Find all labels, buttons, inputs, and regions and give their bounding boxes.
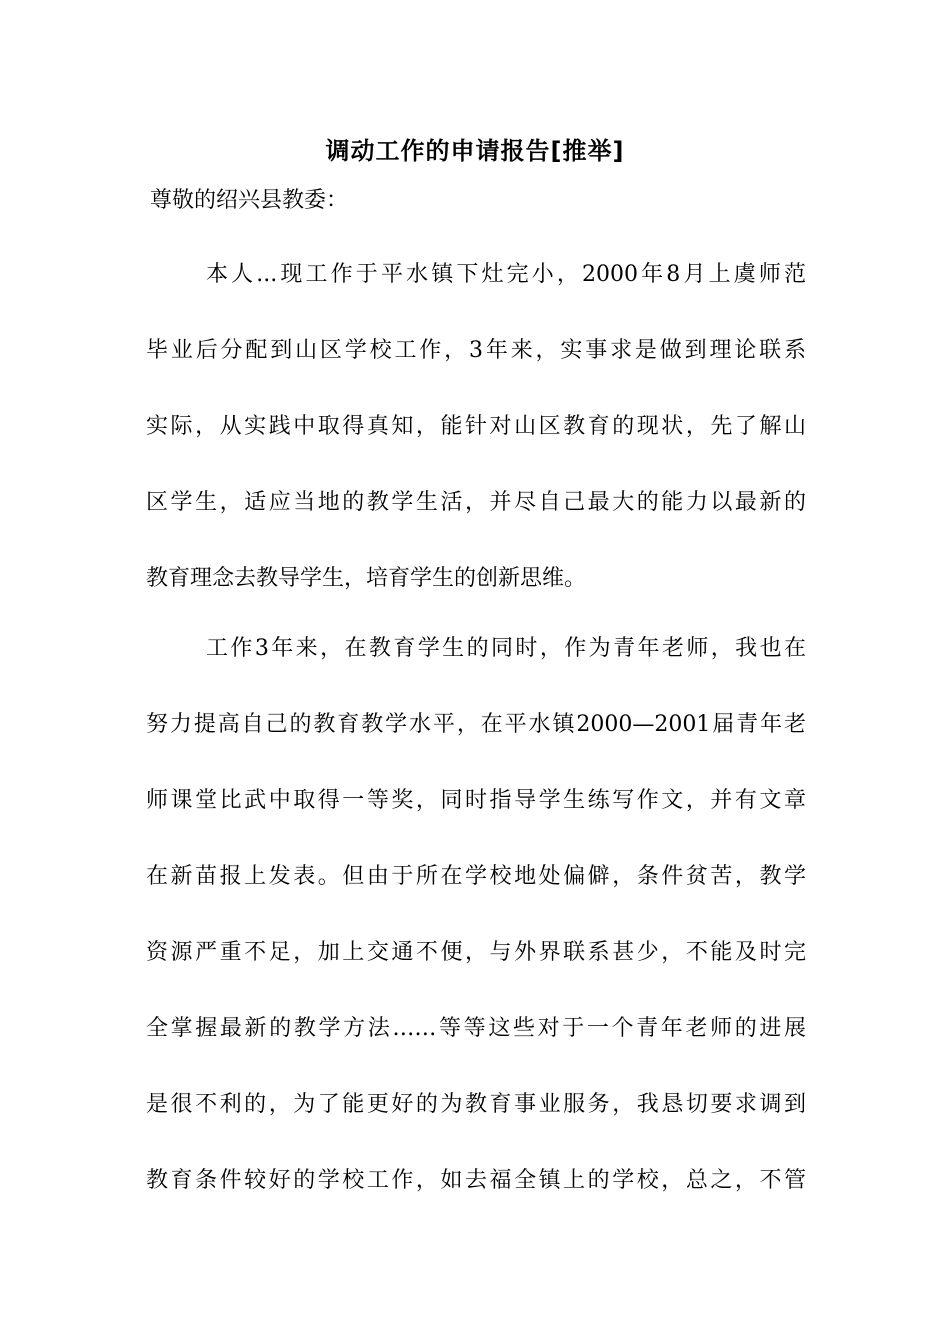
paragraph-2 [146,632,806,1198]
paragraph-1 [146,258,806,596]
paragraph-line: 毕业后分配到山区学校工作，3年来，实事求是做到理论联系 [146,338,806,363]
document-title: 调动工作的申请报告[推举] [325,137,625,165]
paragraph-line: 努力提高自己的教育教学水平，在平水镇2000—2001届青年老 [146,712,806,737]
paragraph-line: 工作3年来，在教育学生的同时，作为青年老师，我也在 [206,636,806,661]
paragraph-line: 是很不利的，为了能更好的为教育事业服务，我恳切要求调到 [146,1092,806,1117]
paragraph-line: 教育理念去教导学生，培育学生的创新思维。 [146,566,587,591]
paragraph-line: 教育条件较好的学校工作，如去福全镇上的学校，总之，不管 [146,1168,806,1193]
salutation: 尊敬的绍兴县教委： [150,188,349,213]
paragraph-line: 资源严重不足，加上交通不便，与外界联系甚少，不能及时完 [146,940,806,965]
paragraph-line: 实际，从实践中取得真知，能针对山区教育的现状，先了解山 [146,414,806,439]
paragraph-line: 区学生，适应当地的教学生活，并尽自己最大的能力以最新的 [146,490,806,515]
paragraph-line: 师课堂比武中取得一等奖，同时指导学生练写作文，并有文章 [146,788,806,813]
paragraph-line: 本人...现工作于平水镇下灶完小，2000年8月上虞师范 [206,262,806,287]
paragraph-line: 在新苗报上发表。但由于所在学校地处偏僻，条件贫苦，教学 [146,864,806,889]
paragraph-line: 全掌握最新的教学方法……等等这些对于一个青年老师的进展 [146,1016,806,1041]
